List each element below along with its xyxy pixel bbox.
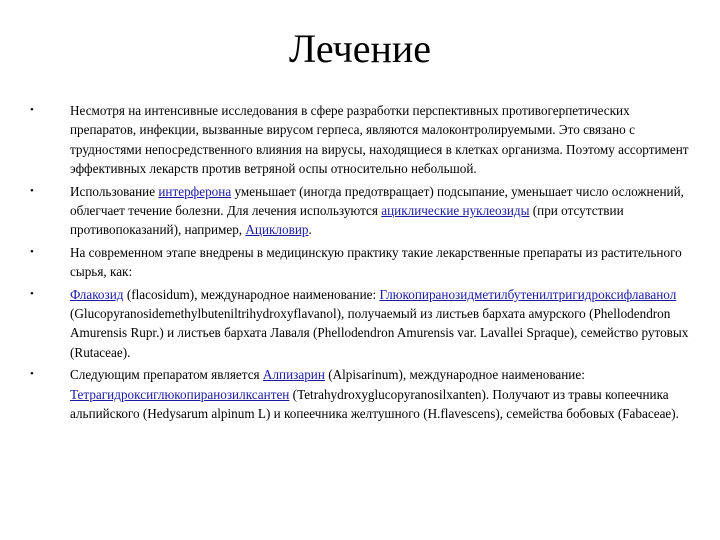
- bullet-item: [30, 101, 690, 179]
- bullet-text: .: [308, 222, 312, 238]
- alpisarin-link[interactable]: Алпизарин: [262, 367, 325, 383]
- acyclic-nucleosides-link[interactable]: ациклические нуклеозиды: [381, 203, 530, 219]
- bullet-text: На современном этапе внедрены в медицинскую практику такие лекарственные препараты из растительного сырья, как:: [70, 244, 682, 280]
- acyclovir-link[interactable]: Ацикловир: [245, 222, 309, 238]
- bullet-text: Несмотря на интенсивные исследования в сфере разработки перспективных противогерпетических препаратов, инфекции, вызванные вирусом герпеса, являются малоконтролируемыми. Это связано с трудностями непосредственного влияния на вирусы, находящиеся в клетках организма. Поэтому ассортимент эффективных лекарств против ветряной оспы относительно небольшой.: [70, 103, 689, 177]
- bullet-item: [30, 243, 690, 282]
- bullet-icon: •: [30, 245, 34, 258]
- alpisarin-inn-link[interactable]: Тетрагидроксиглюкопиранозилксантен: [70, 386, 290, 402]
- flacoside-link[interactable]: Флакозид: [70, 286, 124, 302]
- bullet-item: [30, 182, 690, 240]
- bullet-item: [30, 285, 690, 363]
- bullet-text: (Glucopyranosidemethylbuteniltrihydroxyflavanol), получаемый из листьев бархата амурского (Phellodendron Amurensis Rupr.) и листьев бархата Лаваля (Phellodendron Amurensis var. Lavallei Spraque), семейство рутовых (Rutaceae).: [70, 306, 689, 360]
- bullet-list: [30, 101, 690, 427]
- flacoside-inn-link[interactable]: Глюкопиранозидметилбутенилтригидроксифлаванол: [379, 286, 677, 302]
- bullet-icon: •: [30, 368, 34, 381]
- bullet-text: (Tetrahydroxyglucopyranosilxanten). Получают из травы копеечника альпийского (Hedysarum alpinum L) и копеечника желтушного (H.flavescens), семейства бобовых (Fabaceae).: [70, 386, 679, 422]
- bullet-text: Использование: [70, 183, 159, 199]
- bullet-text: уменьшает (иногда предотвращает) подсыпание, уменьшает число осложнений, облегчает течение болезни. Для лечения используются: [70, 183, 684, 219]
- bullet-icon: •: [30, 104, 34, 116]
- bullet-item: [30, 365, 690, 423]
- bullet-icon: •: [30, 287, 34, 300]
- bullet-text: (Alpisarinum), международное наименование:: [324, 367, 585, 383]
- bullet-text: (при отсутствии противопоказаний), например,: [70, 203, 624, 238]
- interferon-link[interactable]: интерферона: [158, 183, 232, 199]
- bullet-icon: •: [30, 184, 34, 197]
- bullet-text: (flacosidum), международное наименование:: [123, 286, 380, 302]
- slide-title: Лечение: [288, 26, 432, 71]
- bullet-text: Следующим препаратом является: [70, 367, 263, 383]
